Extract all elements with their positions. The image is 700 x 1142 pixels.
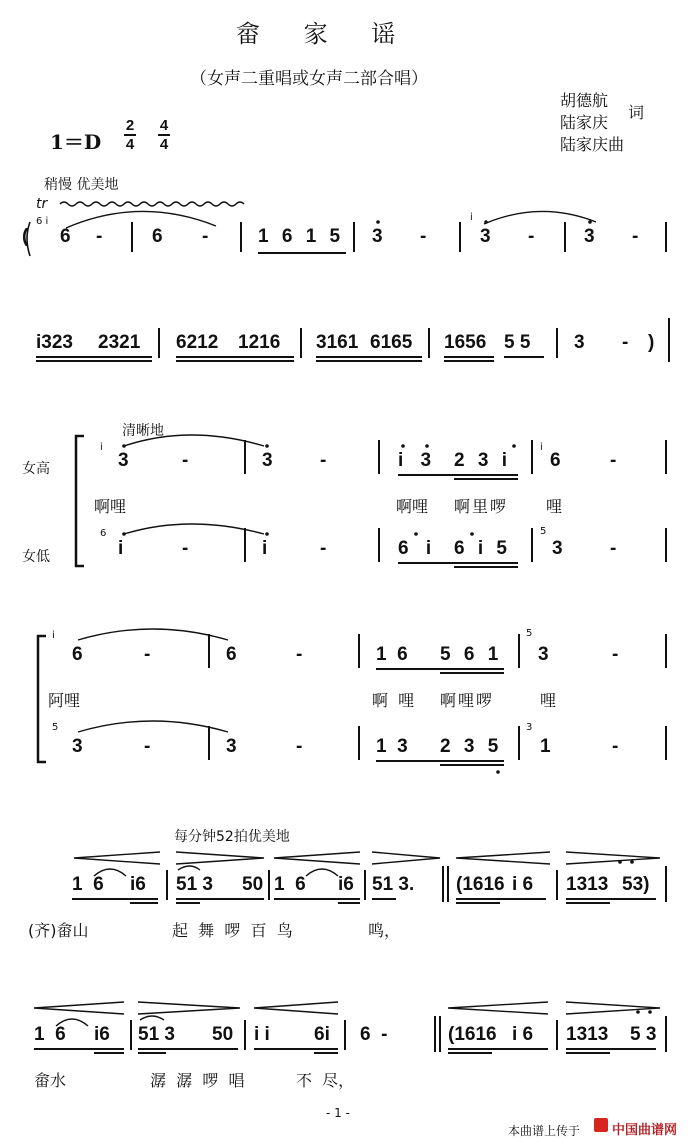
note-group: 1 6 1 5 bbox=[258, 226, 345, 247]
grace-note: 5 bbox=[540, 526, 547, 537]
note-group: i i bbox=[254, 1024, 270, 1045]
note: 6 bbox=[72, 644, 83, 665]
note: 3 bbox=[262, 450, 273, 471]
hairpin bbox=[566, 1002, 660, 1014]
note-dash: - bbox=[610, 450, 617, 471]
note-dash: - bbox=[622, 332, 629, 353]
slur bbox=[178, 866, 200, 870]
composer-credit: 陆家庆曲 bbox=[560, 135, 625, 154]
note-group: 6 - bbox=[360, 1024, 388, 1045]
note-dash: - bbox=[420, 226, 427, 247]
note-group: 2321 bbox=[98, 332, 141, 353]
lyric: 畲水 bbox=[34, 1071, 67, 1090]
hairpin bbox=[74, 852, 160, 864]
key-signature: 1＝D bbox=[50, 130, 102, 154]
grace-note: i bbox=[52, 630, 55, 641]
expression-marking: 清晰地 bbox=[122, 423, 164, 439]
note: 3 bbox=[72, 736, 83, 757]
note-group: 1656 bbox=[444, 332, 487, 353]
note-group: i323 bbox=[36, 332, 73, 353]
note: 6 bbox=[550, 450, 561, 471]
hairpin bbox=[138, 1002, 240, 1014]
note-group: 6165 bbox=[370, 332, 413, 353]
lyric: 啊 哩 bbox=[372, 691, 415, 710]
grace-note: i bbox=[540, 442, 543, 453]
note-dash: - bbox=[144, 644, 151, 665]
slur bbox=[124, 435, 264, 446]
note-group: 53) bbox=[622, 874, 650, 895]
site-logo-icon bbox=[594, 1118, 608, 1132]
note-group: 1 6 bbox=[376, 644, 408, 665]
note-group: 51 3 bbox=[138, 1024, 175, 1045]
note-group: 5 6 1 bbox=[440, 644, 503, 665]
hairpin bbox=[372, 852, 440, 864]
note: 6 bbox=[152, 226, 163, 247]
grace-note-2: i bbox=[470, 212, 473, 223]
note-dash: - bbox=[182, 538, 189, 559]
slur bbox=[140, 1016, 164, 1020]
hairpin bbox=[456, 852, 550, 864]
grace-note: 5 bbox=[52, 722, 59, 733]
lyric: 潺 潺 啰 唱 bbox=[150, 1071, 245, 1090]
site-logo-text: 中国曲谱网 bbox=[612, 1123, 678, 1138]
note-group: 3161 bbox=[316, 332, 359, 353]
note-dash: - bbox=[528, 226, 535, 247]
page-title: 畲 家 谣 bbox=[236, 20, 414, 48]
part-label-soprano: 女高 bbox=[22, 461, 50, 477]
note: 6 bbox=[226, 644, 237, 665]
note-group: 51 3. bbox=[372, 874, 415, 895]
closing-paren: ) bbox=[648, 332, 655, 353]
trill-line bbox=[60, 202, 244, 206]
hairpin bbox=[274, 852, 360, 864]
tempo-marking-2: 每分钟52拍优美地 bbox=[174, 829, 290, 845]
note: 3 bbox=[584, 226, 595, 247]
note-dash: - bbox=[96, 226, 103, 247]
note-group: 5 3 bbox=[630, 1024, 657, 1045]
note-dash: - bbox=[320, 450, 327, 471]
lyric: 啊哩 bbox=[396, 497, 429, 516]
grace-note: i bbox=[100, 442, 103, 453]
time-signature-1: 2 4 bbox=[125, 117, 135, 153]
lyric: 哩 bbox=[546, 497, 563, 516]
hairpin bbox=[448, 1002, 548, 1014]
trill-mark: tr bbox=[36, 196, 48, 212]
note-group: 6212 bbox=[176, 332, 219, 353]
note-group: 50 bbox=[212, 1024, 234, 1045]
note-group: i 3 bbox=[398, 450, 438, 471]
note-dash: - bbox=[612, 736, 619, 757]
note-group: 1 6 bbox=[274, 874, 306, 895]
note-group: 2 3 5 bbox=[440, 736, 503, 757]
bracket bbox=[38, 636, 46, 762]
note-group: i6 bbox=[130, 874, 146, 895]
note-group: (1616 bbox=[456, 874, 505, 895]
lyric: 啊哩 bbox=[94, 497, 127, 516]
hairpin bbox=[176, 852, 264, 864]
slur bbox=[78, 721, 228, 732]
note-group: 1 6 bbox=[72, 874, 104, 895]
note: i bbox=[118, 538, 124, 559]
time-signature-2: 4 4 bbox=[159, 117, 169, 153]
note: i bbox=[262, 538, 268, 559]
note: 3 bbox=[118, 450, 129, 471]
grace-note: 6 bbox=[100, 528, 107, 539]
lyricist-2: 陆家庆 bbox=[560, 113, 609, 132]
note-dash: - bbox=[202, 226, 209, 247]
note-dash: - bbox=[320, 538, 327, 559]
lyricist-credit-word: 词 bbox=[628, 103, 645, 122]
grace-note-1: 6 i bbox=[36, 216, 49, 227]
page-subtitle: （女声二重唱或女声二部合唱） bbox=[190, 69, 428, 89]
note-group: i 6 bbox=[512, 874, 534, 895]
note-group: 1313 bbox=[566, 1024, 609, 1045]
upload-note: 本曲谱上传于 bbox=[508, 1124, 581, 1138]
note-group: 50 bbox=[242, 874, 264, 895]
grace-note: 5 bbox=[526, 628, 533, 639]
grace-note: 3 bbox=[526, 722, 533, 733]
opening-paren: ( bbox=[22, 226, 29, 247]
note-group: 5 5 bbox=[504, 332, 531, 353]
lyric: 哩 bbox=[540, 691, 557, 710]
note-group: 1313 bbox=[566, 874, 609, 895]
lyric: 啊里啰 bbox=[454, 497, 509, 516]
lyric: 起 舞 啰 百 鸟 bbox=[172, 921, 293, 940]
note-dash: - bbox=[296, 644, 303, 665]
lyric: 鸣， bbox=[368, 921, 401, 940]
note-group: 51 3 bbox=[176, 874, 213, 895]
note: 3 bbox=[574, 332, 585, 353]
slur bbox=[94, 869, 126, 876]
note-group: 6i bbox=[314, 1024, 330, 1045]
note: 3 bbox=[226, 736, 237, 757]
hairpin bbox=[34, 1002, 124, 1014]
note-dash: - bbox=[612, 644, 619, 665]
part-label-alto: 女低 bbox=[22, 549, 50, 565]
note-group: i6 bbox=[338, 874, 354, 895]
note-dash: - bbox=[144, 736, 151, 757]
note: 6 bbox=[60, 226, 71, 247]
lyric: (齐)畲山 bbox=[28, 921, 89, 940]
note-group: i6 bbox=[94, 1024, 110, 1045]
bracket bbox=[76, 436, 84, 566]
slur bbox=[124, 524, 264, 534]
note: 1 bbox=[540, 736, 551, 757]
note: 3 bbox=[538, 644, 549, 665]
lyric: 不 尽， bbox=[296, 1071, 355, 1090]
note-group: 1 6 bbox=[34, 1024, 66, 1045]
lyricist-1: 胡德航 bbox=[560, 91, 609, 110]
slur bbox=[306, 869, 338, 876]
tempo-marking-1: 稍慢 优美地 bbox=[44, 177, 119, 193]
note-group: (1616 bbox=[448, 1024, 497, 1045]
slur bbox=[56, 1019, 88, 1026]
page-number: - 1 - bbox=[326, 1106, 350, 1120]
note-dash: - bbox=[610, 538, 617, 559]
hairpin bbox=[566, 852, 660, 864]
note-group: 1216 bbox=[238, 332, 281, 353]
note: 3 bbox=[480, 226, 491, 247]
note-group: 2 3 i bbox=[454, 450, 511, 471]
note-group: 6 i bbox=[398, 538, 438, 559]
note-group: i 6 bbox=[512, 1024, 534, 1045]
slur bbox=[484, 211, 596, 224]
slur bbox=[78, 629, 228, 640]
note: 3 bbox=[372, 226, 383, 247]
note-group: 1 3 bbox=[376, 736, 408, 757]
lyric: 阿哩 bbox=[48, 691, 81, 710]
note: 3 bbox=[552, 538, 563, 559]
note-dash: - bbox=[296, 736, 303, 757]
slur bbox=[66, 211, 216, 228]
note-dash: - bbox=[182, 450, 189, 471]
lyric: 啊哩啰 bbox=[440, 691, 495, 710]
note-group: 6 i 5 bbox=[454, 538, 511, 559]
hairpin bbox=[254, 1002, 338, 1014]
note-dash: - bbox=[632, 226, 639, 247]
